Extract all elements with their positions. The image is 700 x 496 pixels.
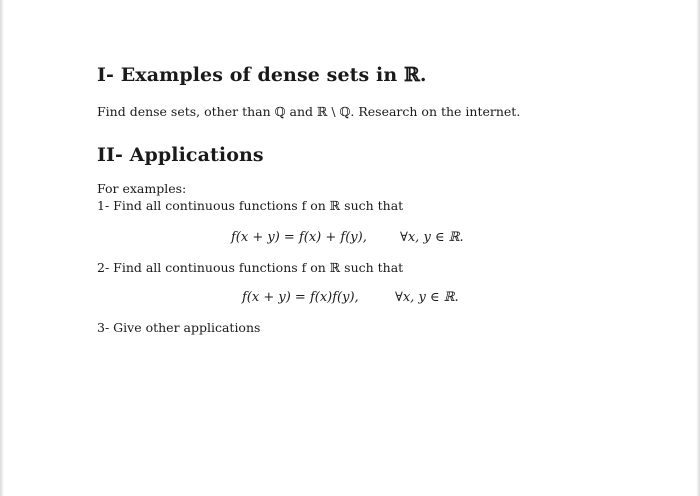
equation-1: f(x + y) = f(x) + f(y), [231,230,367,245]
section-1-heading: I- Examples of dense sets in ℝ. [97,64,427,86]
section-2-heading: II- Applications [97,144,264,166]
equation-2-quantifier: ∀x, y ∈ ℝ. [395,290,459,305]
section-1-text: Find dense sets, other than ℚ and ℝ \ ℚ. Research on the internet. [97,104,521,119]
equation-2: f(x + y) = f(x)f(y), [242,290,359,305]
equation-1-quantifier: ∀x, y ∈ ℝ. [400,230,464,245]
page-left-edge [0,0,4,496]
item-1-text: 1- Find all continuous functions f on ℝ such that [97,198,404,213]
page-right-edge [696,0,700,496]
examples-intro: For examples: [97,181,187,196]
item-3-text: 3- Give other applications [97,320,261,335]
item-2-text: 2- Find all continuous functions f on ℝ such that [97,260,404,275]
